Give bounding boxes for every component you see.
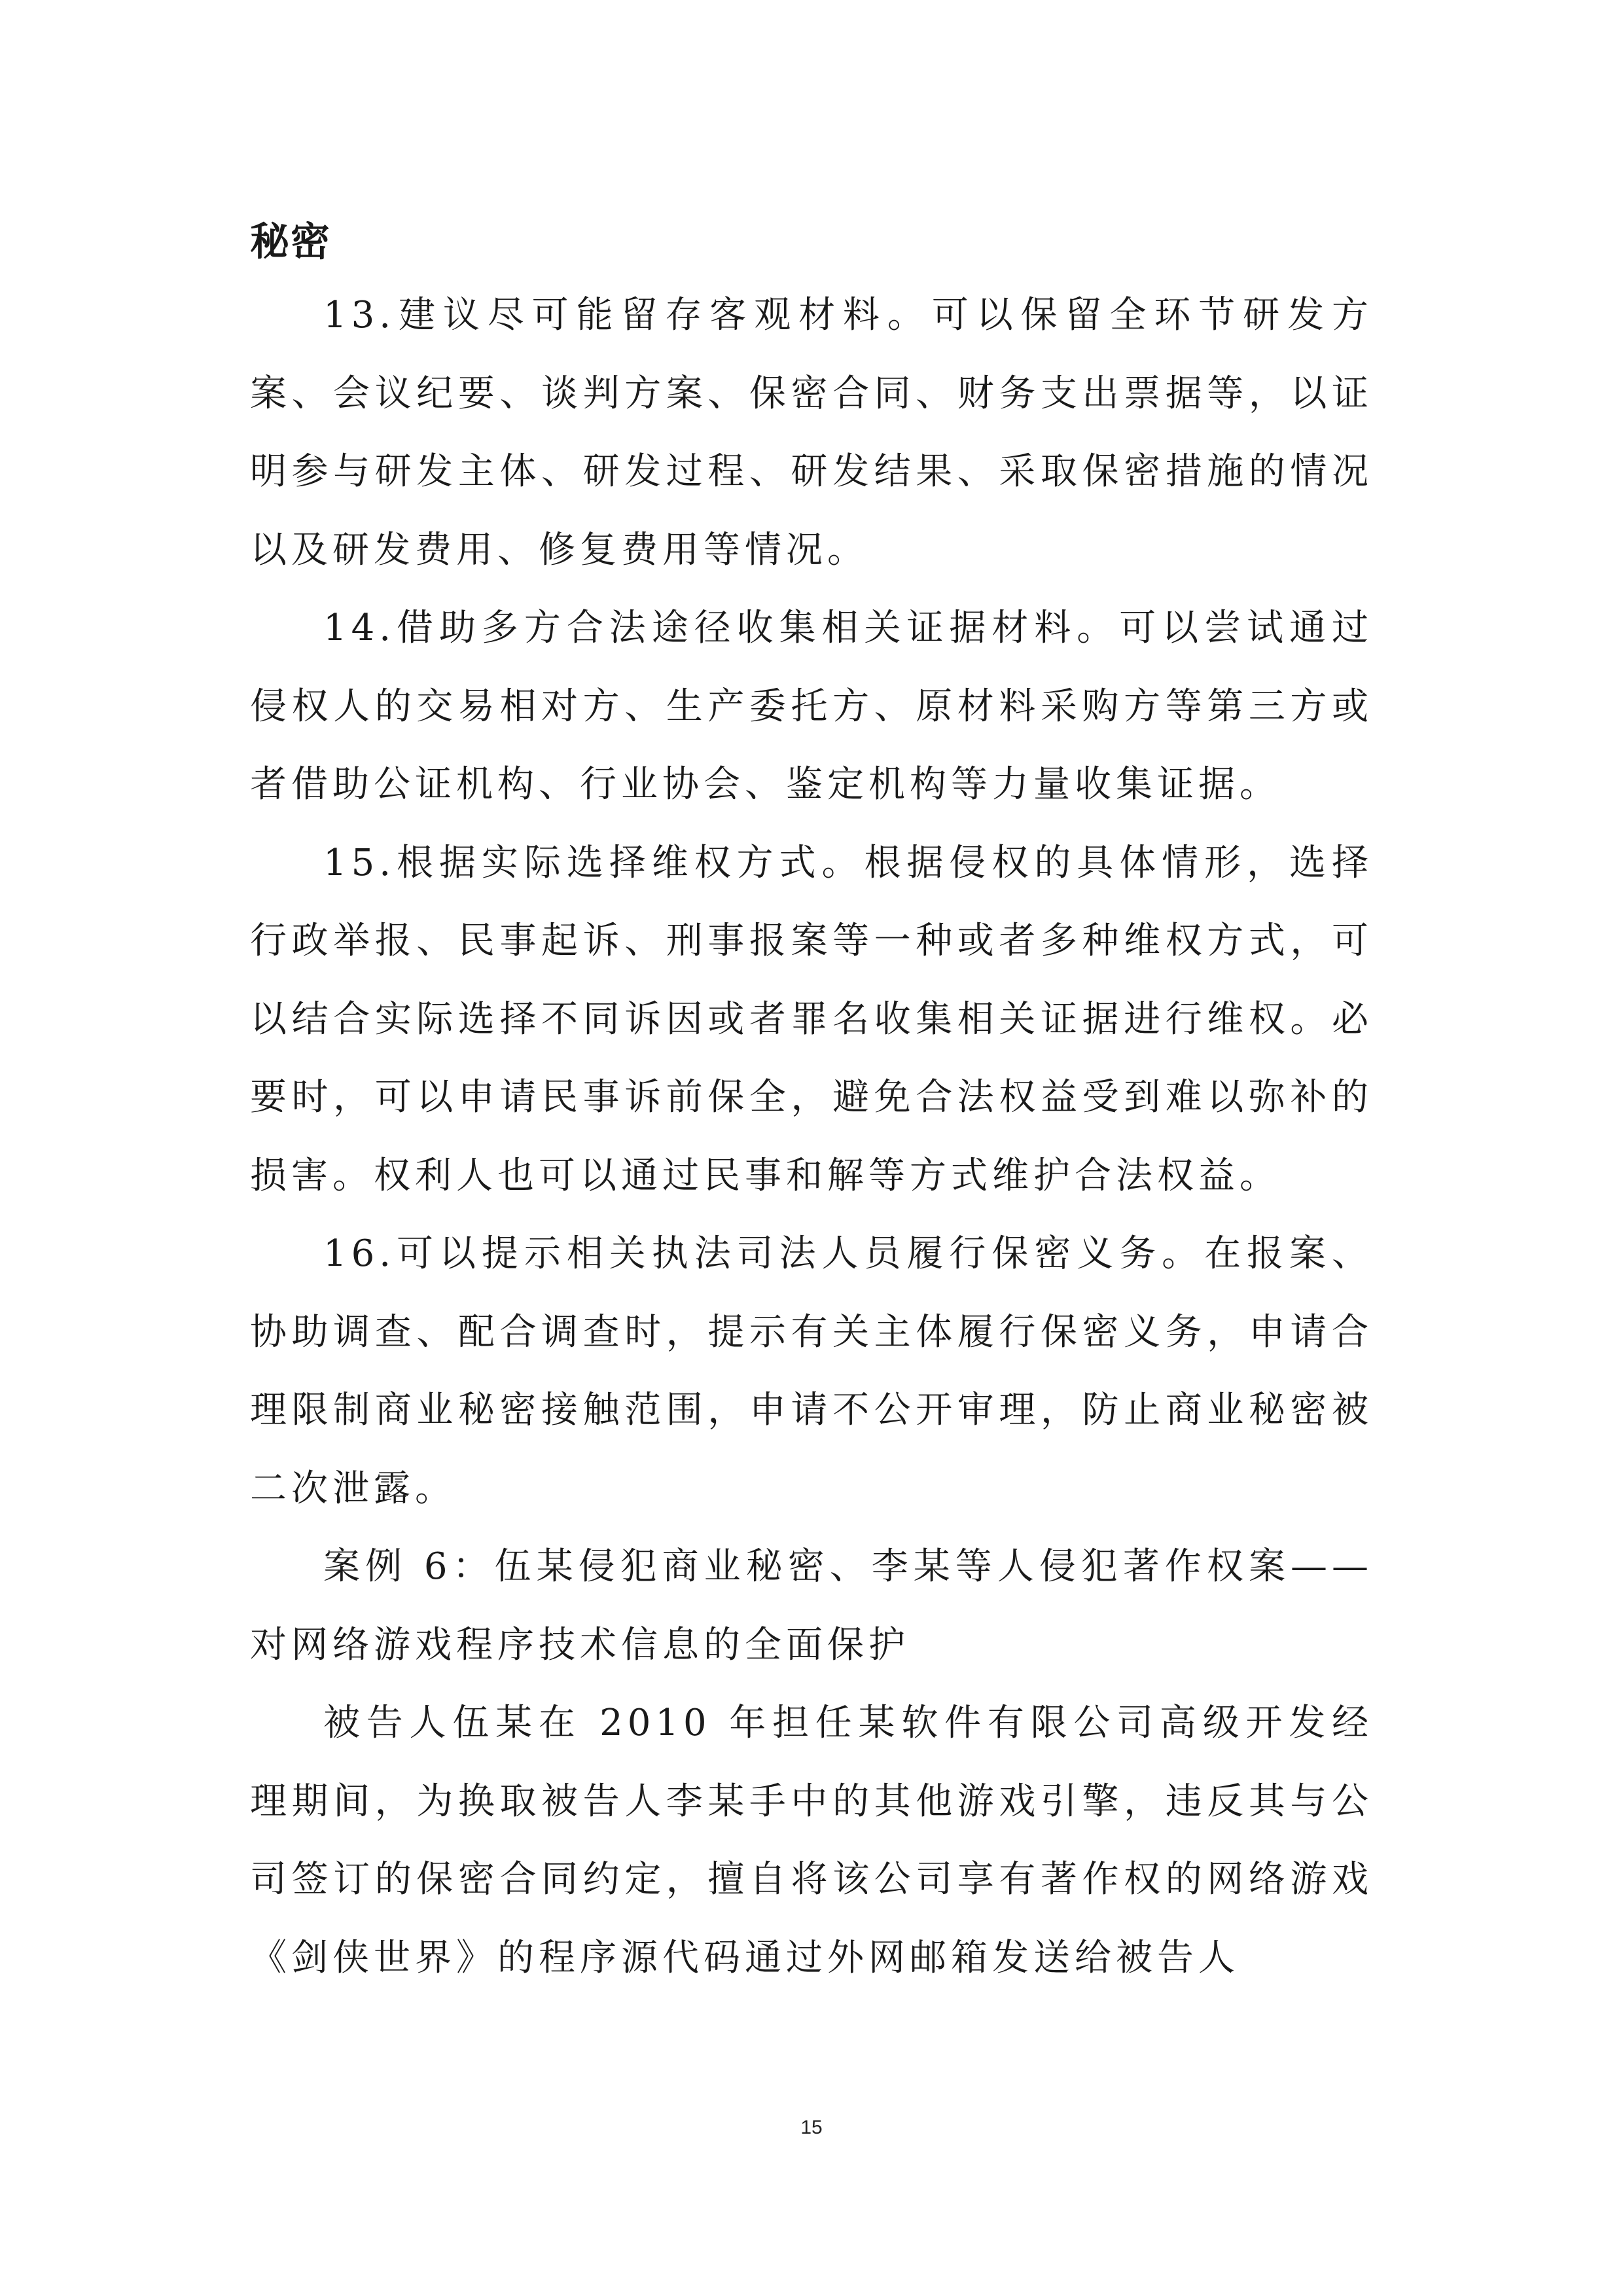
page-content <box>250 208 1373 1997</box>
paragraph-14: 14.借助多方合法途径收集相关证据材料。可以尝试通过侵权人的交易相对方、生产委托方、原材料采购方等第三方或者借助公证机构、行业协会、鉴定机构等力量收集证据。 <box>250 607 1373 806</box>
paragraph-15: 15.根据实际选择维权方式。根据侵权的具体情形，选择行政举报、民事起诉、刑事报案等一种或者多种维权方式，可以结合实际选择不同诉因或者罪名收集相关证据进行维权。必要时，可以申请民事诉前保全，避免合法权益受到难以弥补的损害。权利人也可以通过民事和解等方式维护合法权益。 <box>250 841 1373 1197</box>
page-number: 15 <box>800 2117 823 2138</box>
paragraph-13: 13.建议尽可能留存客观材料。可以保留全环节研发方案、会议纪要、谈判方案、保密合同、财务支出票据等，以证明参与研发主体、研发过程、研发结果、采取保密措施的情况以及研发费用、修复费用等情况。 <box>250 294 1373 571</box>
case-body: 被告人伍某在 2010 年担任某软件有限公司高级开发经理期间，为换取被告人李某手中的其他游戏引擎，违反其与公司签订的保密合同约定，擅自将该公司享有著作权的网络游戏《剑侠世界》的程序源代码通过外网邮箱发送给被告人 <box>250 1702 1373 1979</box>
section-heading: 秘密 <box>250 219 331 265</box>
paragraph-16: 16.可以提示相关执法司法人员履行保密义务。在报案、协助调查、配合调查时，提示有关主体履行保密义务，申请合理限制商业秘密接触范围，申请不公开审理，防止商业秘密被二次泄露。 <box>250 1232 1373 1510</box>
case-title: 案例 6：伍某侵犯商业秘密、李某等人侵犯著作权案——对网络游戏程序技术信息的全面保护 <box>250 1545 1373 1666</box>
